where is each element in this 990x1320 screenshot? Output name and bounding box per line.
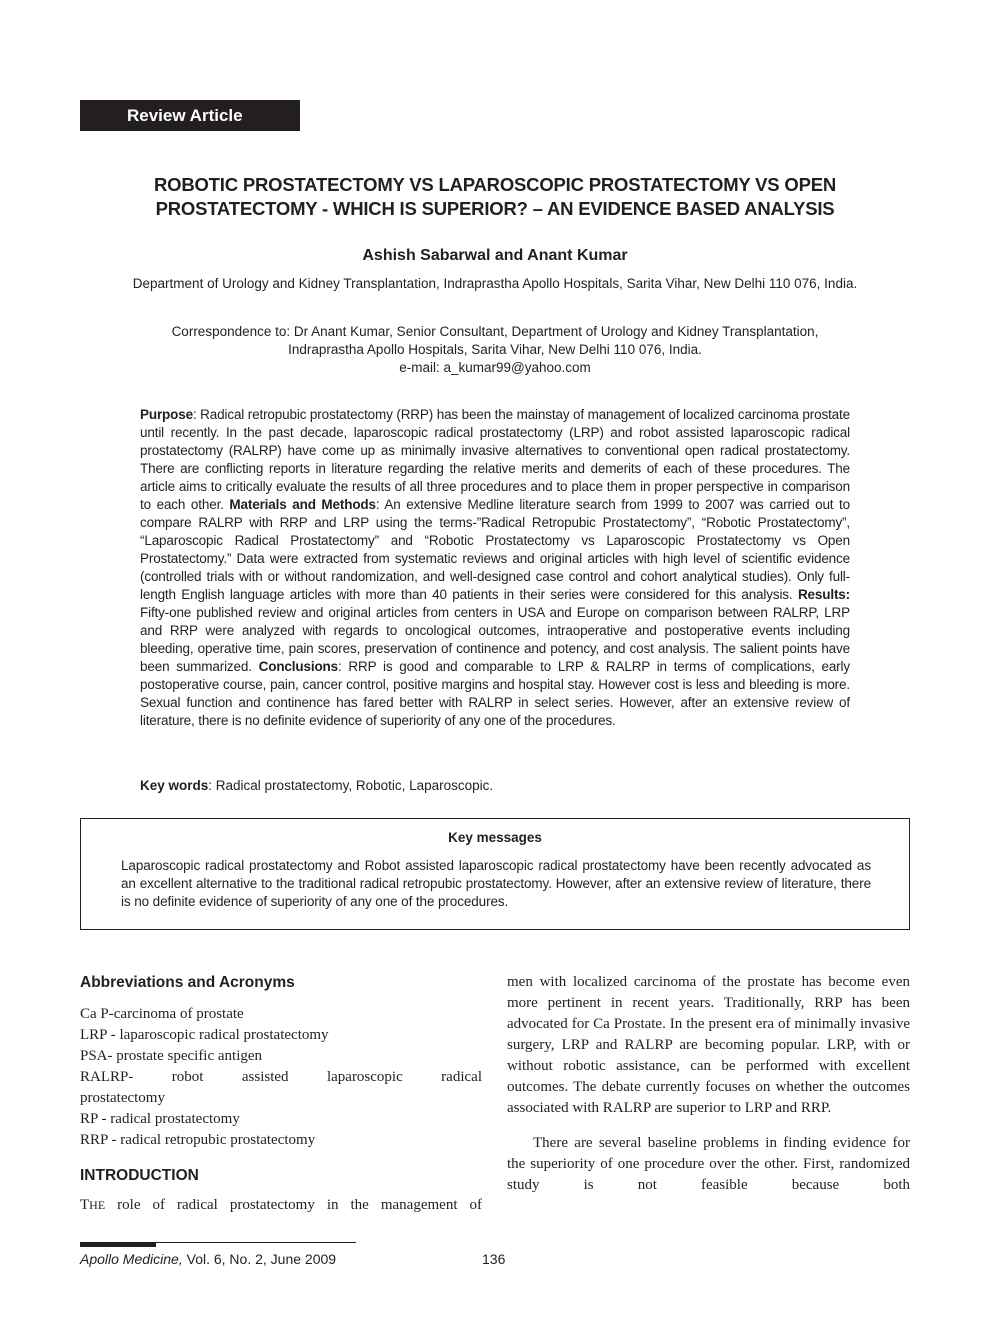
abbreviations-heading: Abbreviations and Acronyms xyxy=(80,974,295,991)
key-messages-box xyxy=(80,818,910,930)
correspondence xyxy=(80,323,910,377)
abstract xyxy=(140,406,850,730)
body-paragraph-2: There are several baseline problems in finding evidence for the superiority of one procedure over the other. First, randomized study is not feasible because both xyxy=(507,1135,910,1193)
dropcap-rest: HE xyxy=(89,1198,106,1212)
methods-text: : An extensive Medline literature search from 1999 to 2007 was carried out to compare RALRP with RRP and LRP using the terms-”Radical Retropubic Prostatectomy”, “Robotic Prostatectomy”, “Laparoscopic Radical Prostatectomy” and “Robotic Prostatectomy vs Laparoscopic Prostatectomy vs Open Prostatectomy.” Data were extracted from systematic reviews and original articles with high level of scientific evidence (controlled trials with or without randomization, and well-designed case control and cohort analytical studies). Only full-length English language articles with more than 40 patients in their series were considered for this analysis. xyxy=(140,497,850,602)
abbreviation-item: PSA- prostate specific antigen xyxy=(80,1048,263,1064)
dropcap-first: T xyxy=(80,1197,90,1213)
title-line-2: PROSTATECTOMY - WHICH IS SUPERIOR? – AN EVIDENCE BASED ANALYSIS xyxy=(155,198,835,219)
footer-citation xyxy=(80,1250,336,1268)
key-messages-title: Key messages xyxy=(448,830,542,845)
introduction-body: role of radical prostatectomy in the management of xyxy=(105,1197,482,1213)
article-type-label: Review Article xyxy=(127,106,243,125)
article-type-banner xyxy=(80,100,300,131)
authors: Ashish Sabarwal and Anant Kumar xyxy=(362,247,628,264)
purpose-text: : Radical retropubic prostatectomy (RRP) has been the mainstay of management of localized carcinoma prostate until recently. In the past decade, laparoscopic radical prostatectomy (LRP) and robot assisted laparoscopic radical prostatectomy (RALRP) have come up as minimally invasive alternatives to conventional open radical prostatectomy. There are conflicting reports in literature regarding the relative merits and demerits of each of these procedures. The article aims to critically evaluate the results of all three procedures and to place them in proper perspective in comparison to each other. xyxy=(140,407,850,512)
abbreviation-item: RRP - radical retropubic prostatectomy xyxy=(80,1132,316,1148)
key-messages-text: Laparoscopic radical prostatectomy and Robot assisted laparoscopic radical prostatectomy have been recently advocated as an excellent alternative to the traditional radical retropubic prostatectomy. However, after an extensive review of literature, there is no definite evidence of superiority of any one of the procedures. xyxy=(121,858,871,909)
keywords-label: Key words xyxy=(140,778,209,793)
correspondence-email: e-mail: a_kumar99@yahoo.com xyxy=(399,360,591,375)
keywords xyxy=(140,777,850,795)
results-label: Results: xyxy=(797,587,850,602)
correspondence-line-2: Indraprastha Apollo Hospitals, Sarita Vihar, New Delhi 110 076, India. xyxy=(288,342,702,357)
results-text: Fifty-one published review and original articles from centers in USA and Europe on comparison between RALRP, LRP and RRP were analyzed with regards to oncological outcomes, intraoperative and postoperative events including bleeding, operative time, pain scores, preservation of continence and potency, and cost analysis. The salient points have been summarized. xyxy=(140,605,850,674)
correspondence-line-1: Correspondence to: Dr Anant Kumar, Senior Consultant, Department of Urology and Kidney Transplantation, xyxy=(171,324,819,339)
abbreviation-item: Ca P-carcinoma of prostate xyxy=(80,1006,244,1022)
journal-name: Apollo Medicine, xyxy=(80,1251,183,1267)
conclusions-text: : RRP is good and comparable to LRP & RALRP in terms of complications, early postoperative course, pain, cancer control, positive margins and hospital stay. However cost is less and bleeding is more. Sexual function and continence has fared better with RALRP in select series. However, after an extensive review of literature, there is no definite evidence of superiority of any one of the procedures. xyxy=(140,659,850,728)
abbreviation-item: prostatectomy xyxy=(80,1090,165,1106)
footer-rule-accent xyxy=(80,1242,156,1247)
title-line-1: ROBOTIC PROSTATECTOMY VS LAPAROSCOPIC PROSTATECTOMY VS OPEN xyxy=(153,174,837,195)
page-number: 136 xyxy=(482,1251,506,1267)
journal-issue: Vol. 6, No. 2, June 2009 xyxy=(182,1251,337,1267)
abbreviation-item: RP - radical prostatectomy xyxy=(80,1111,240,1127)
abbreviation-item: LRP - laparoscopic radical prostatectomy xyxy=(80,1027,329,1043)
abbreviation-item: RALRP- robot assisted laparoscopic radical xyxy=(80,1069,482,1085)
left-column xyxy=(80,972,482,1216)
article-title xyxy=(80,173,910,221)
introduction-text xyxy=(80,1195,482,1216)
introduction-heading: INTRODUCTION xyxy=(80,1167,199,1184)
keywords-text: : Radical prostatectomy, Robotic, Laparoscopic. xyxy=(208,778,494,793)
abbreviations-list xyxy=(80,1004,482,1151)
methods-label: Materials and Methods xyxy=(229,497,376,512)
right-column xyxy=(507,972,910,1196)
body-paragraph-1: men with localized carcinoma of the prostate has become even more pertinent in recent years. Traditionally, RRP has been advocated for Ca Prostate. In the present era of minimally invasive surgery, LRP and RALRP are becoming popular. LRP, with or without robotic assistance, can be performed with excellent outcomes. The debate currently focuses on whether the outcomes associated with RALRP are superior to LRP and RRP. xyxy=(507,974,910,1116)
affiliation: Department of Urology and Kidney Transplantation, Indraprastha Apollo Hospitals, Sarita Vihar, New Delhi 110 076, India. xyxy=(132,276,858,291)
conclusions-label: Conclusions xyxy=(258,659,338,674)
purpose-label: Purpose xyxy=(140,407,193,422)
